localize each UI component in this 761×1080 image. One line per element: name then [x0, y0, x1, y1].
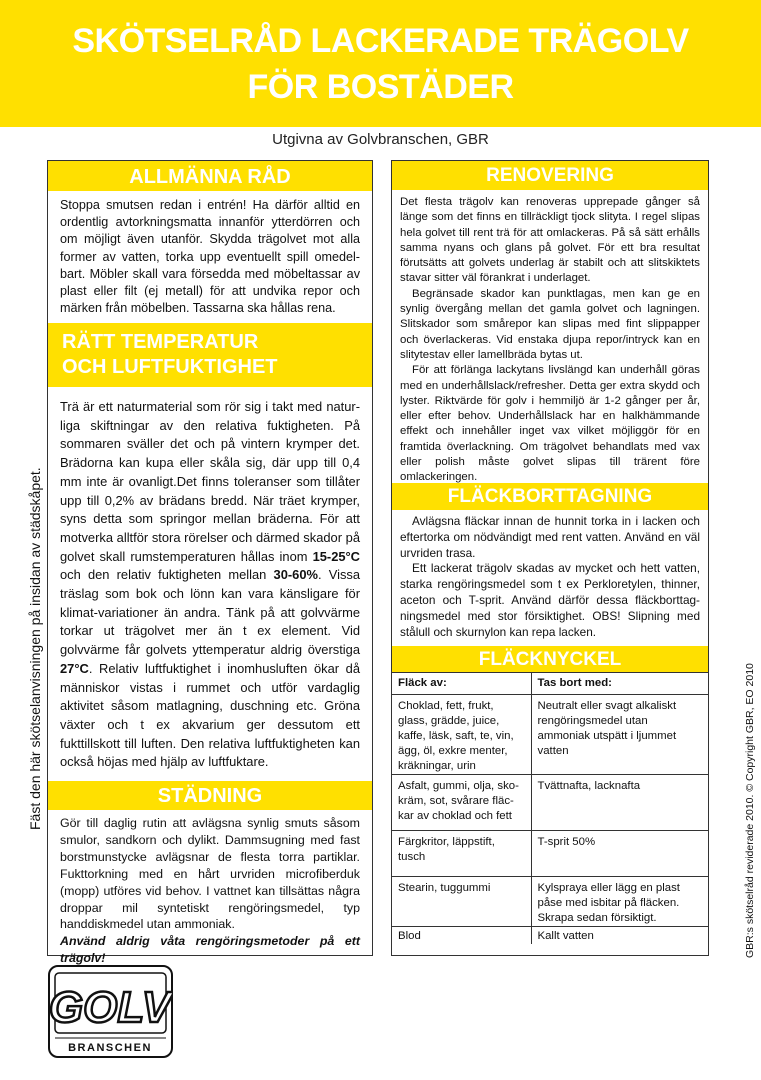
table-row — [392, 831, 708, 877]
remedy-cell: Tvättnafta, lacknafta — [531, 775, 708, 831]
stain-cell: Färgkritor, läppstift, tusch — [392, 831, 531, 877]
side-note-left-text: Fäst den här skötselanvisningen på insidan av städskåpet. — [27, 467, 43, 830]
temperatur-heading-line-1: RÄTT TEMPERATUR — [62, 331, 259, 353]
section-heading-stadning: STÄDNING — [48, 781, 372, 810]
renovering-paragraph-2: Begränsade skador kan punktlagas, men kan ge en synlig övergång mellan det gamla golvet och lagningen. Slitskador som smårepor kan slipas med fint slippapper och överlackeras. Vid enstaka djupa repor/intryck kan en slitytestav eller lamellbräda bytas ut. — [400, 287, 700, 361]
remedy-cell: Kylspraya eller lägg en plast påse med isbitar på fläcken. Skrapa sedan försiktigt. — [531, 877, 708, 927]
table-row — [392, 695, 708, 775]
remedy-cell: T-sprit 50% — [531, 831, 708, 877]
max-floor-temperature: 27°C — [60, 660, 89, 676]
stain-key-table — [392, 672, 708, 944]
section-heading-ratt-temperatur — [48, 323, 372, 387]
temperatur-heading-line-2: OCH LUFTFUKTIGHET — [62, 356, 278, 378]
renovering-paragraph-1: Det flesta trägolv kan renoveras upprepade gånger så länge som det finns en tillräckligt tjock slityta. I regel slipas hela golvet till rent trä för att omlackeras. På så sätt erhålls samma nyans och glans på golvet. För ett bra resultat förutsätts att golvets underlag är stabilt och att slitskiktets stavar sitter väl förankrat i underlaget. — [400, 196, 700, 285]
copyright-text: GBR:s skötselråd reviderade 2010. © Copyright GBR, EO 2010 — [744, 663, 756, 958]
stadning-text — [48, 810, 372, 967]
temperature-range: 15-25°C — [312, 548, 360, 564]
stain-column-header: Fläck av: — [392, 673, 531, 695]
table-row — [392, 877, 708, 927]
renovering-paragraph-3: För att förlänga lackytans livslängd kan underhåll göras med en underhållslack/refresher. Detta ger extra skydd och lyster. Riktvärde för golv i hemmiljö är 1-2 gånger per år, eller efter behov. Underhållslack har en halkhämmande effekt och innehåller inget vax vilket möjliggör för en framtida överlackning. Om trägolvet behandlats med vax eller polish måste golvet slipas till trärent före omlackeringen. — [400, 364, 700, 484]
flackborttagning-text — [392, 510, 708, 646]
section-heading-allmanna-rad: ALLMÄNNA RÅD — [48, 161, 372, 191]
left-column — [47, 160, 373, 966]
flackborttagning-paragraph-1: Avlägsna fläckar innan de hunnit torka in i lacken och eftertorka om nödvändigt med rent vatten. Använd en väl urvriden trasa. — [400, 514, 700, 560]
allmanna-rad-text — [48, 191, 372, 323]
right-column — [391, 160, 709, 956]
temperatur-text-b: och den relativ fuktigheten mellan — [60, 567, 274, 583]
stadning-paragraph: Gör till daglig rutin att avlägsna synlig smuts såsom smulor, sandkorn och dylikt. Dammsugning med fast borstmunstycke avlägsnar de flesta torra partiklar. Fukttorkning med en hårt urvriden microfiberduk (mopp) utföres vid behov. I vattnet kan tillsättas några droppar mil syntetiskt rengöringsmedel, typ handdiskmedel utan ammoniak. — [60, 816, 360, 932]
section-heading-flacknyckel: FLÄCKNYCKEL — [392, 646, 708, 672]
stain-cell: Asfalt, gummi, olja, sko-kräm, sot, svårare fläc-kar av choklad och fett — [392, 775, 531, 831]
remedy-cell: Kallt vatten — [531, 927, 708, 945]
allmanna-rad-paragraph: Stoppa smutsen redan i entrén! Ha därför alltid en ordentlig avtorkningsmatta innanför ytterdörren och om möjligt även utanför. Skydda trägolvet mot alla former av vatten, torka upp eventuellt spill omedel-bart. Möbler skall vara försedda med möbeltassar av plast eller filt (ej metall) för att undvika repor och märken från möbelben. Tassarna ska hållas rena. — [60, 198, 360, 316]
stain-cell: Choklad, fett, frukt, glass, grädde, juice, kaffe, läsk, saft, te, vin, ägg, öl, exkre menter, kräkningar, urin — [392, 695, 531, 775]
title-line-1: SKÖTSELRÅD LACKERADE TRÄGOLV — [72, 21, 689, 60]
section-heading-flackborttagning: FLÄCKBORTTAGNING — [392, 483, 708, 510]
stain-key-header-row — [392, 673, 708, 695]
table-row — [392, 775, 708, 831]
golvbranschen-logo — [48, 965, 173, 1058]
section-heading-renovering: RENOVERING — [392, 161, 708, 190]
logo-word: GOLV — [48, 983, 172, 1032]
flackborttagning-paragraph-2: Ett lackerat trägolv skadas av mycket och hett vatten, starka rengöringsmedel som t ex Perkloretylen, thinner, aceton och T-sprit. Använd därför dessa fläckborttag-ningsmedel med stor försiktighet. OBS! Slipning med stålull och skurnylon kan repa lacken. — [400, 561, 700, 639]
remedy-cell: Neutralt eller svagt alkaliskt rengöringsmedel utan ammoniak utspätt i ljummet vatten — [531, 695, 708, 775]
publisher-line: Utgivna av Golvbranschen, GBR — [272, 131, 489, 148]
humidity-range: 30-60% — [273, 567, 318, 583]
temperatur-paragraph — [60, 398, 360, 772]
remedy-column-header: Tas bort med: — [531, 673, 708, 695]
temperatur-text — [48, 387, 372, 781]
golvbranschen-logo-graphic — [48, 965, 173, 1058]
renovering-text — [392, 190, 708, 483]
title-banner — [0, 0, 761, 127]
stain-cell: Stearin, tuggummi — [392, 877, 531, 927]
title-line-2: FÖR BOSTÄDER — [247, 67, 514, 106]
stadning-warning: Använd aldrig våta rengöringsmetoder på ett trägolv! — [60, 934, 360, 966]
stain-cell: Blod — [392, 927, 531, 945]
temperatur-text-a: Trä är ett naturmaterial som rör sig i takt med natur-liga skiftningar av den relativa fuktigheten. På sommaren sväller det och på vintern krymper det. Brädorna kan kupa eller skåla sig, där upp till 0,4 mm inte är ovanligt.Det finns toleranser som tillåter upp till 0,2% av brädans bredd. När träet krymper, syns detta som springor mellan bräderna. För att motverka alltför stora rörelser och därmed skador på golvet skall rumstemperaturen hållas inom — [60, 399, 360, 564]
temperatur-text-c: . Vissa träslag som bok och lönn kan vara känsligare för klimat-variationer än andra. Tänk på att golvvärme torkar ut trägolvet mer än t ex element. Vid golvvärme får golvets yttemperatur aldrig överstiga — [60, 567, 360, 658]
table-row — [392, 927, 708, 945]
logo-subtitle: BRANSCHEN — [68, 1042, 152, 1054]
temperatur-text-d: . Relativ luftfuktighet i inomhusluften ökar då människor vistas i rummet och utför vardaglig aktivitet såsom matlagning, duschning etc. Gröna växter och t ex akvarium ger dessutom ett fukttillskott till luften. Den relativa luftfuktigheten kan också höjas med hjälp av luftfuktare. — [60, 660, 360, 770]
